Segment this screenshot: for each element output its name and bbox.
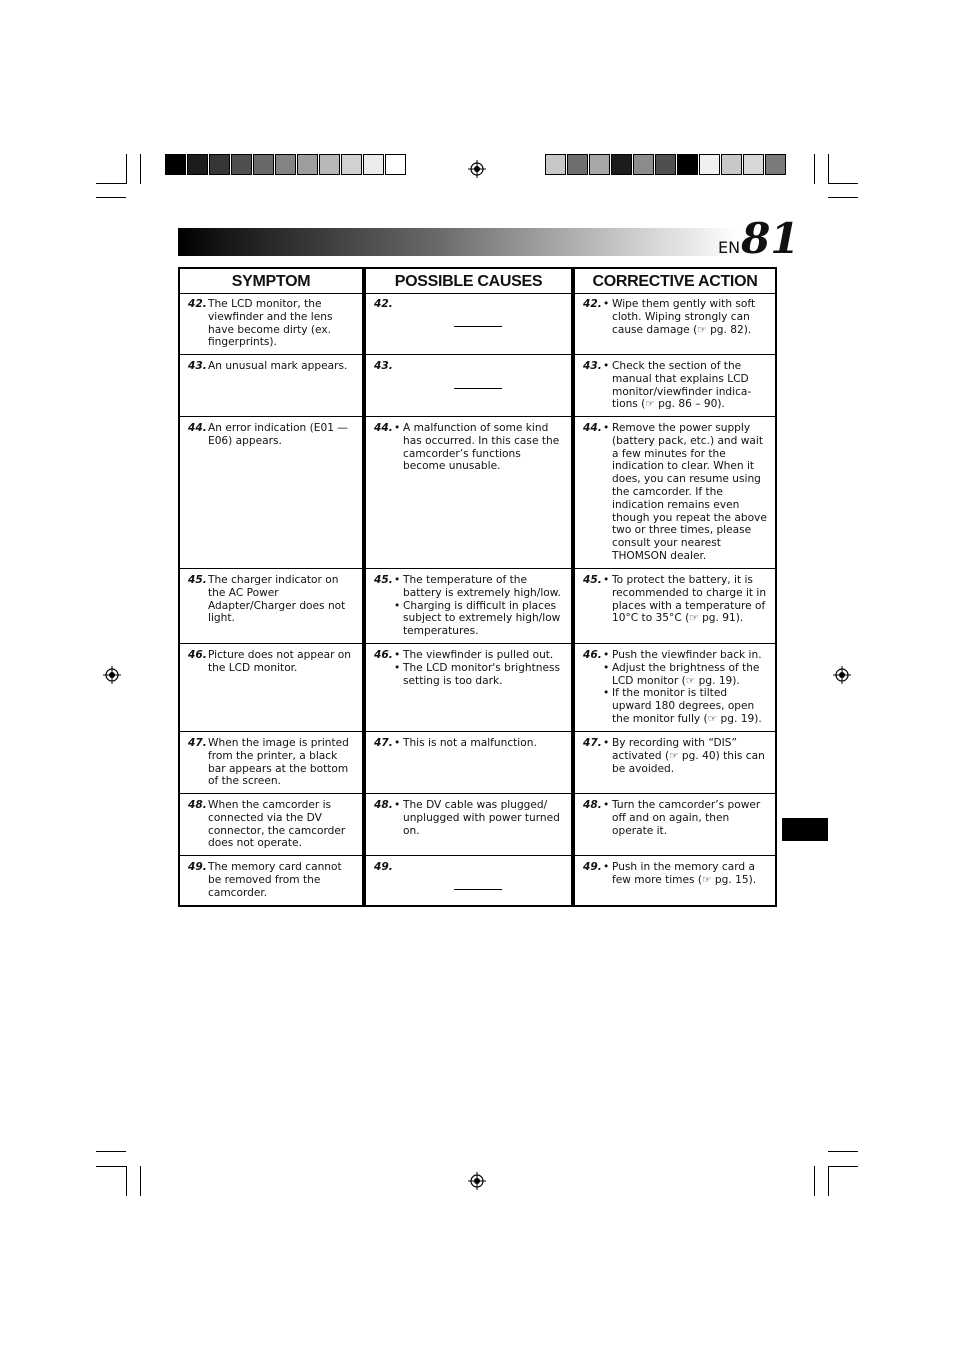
cause-item [374, 649, 565, 687]
table-row [366, 732, 571, 794]
action-list [603, 799, 769, 837]
bullet-icon: • [394, 649, 401, 661]
item-number: 46. [188, 649, 207, 661]
action-list [603, 574, 769, 625]
bullet-item [603, 662, 769, 688]
color-swatch [341, 154, 362, 175]
bullet-text: A malfunction of some kind has occurred. In this case the camcorder’s functions become unusable. [403, 422, 560, 473]
item-number: 45. [188, 574, 207, 586]
item-number: 49. [188, 861, 207, 873]
symptom-column [180, 269, 362, 905]
bullet-icon: • [603, 649, 610, 661]
bullet-icon: • [603, 687, 610, 700]
symptom-item [188, 799, 356, 850]
bullet-icon: • [603, 298, 610, 310]
bullet-text: The DV cable was plugged/ unplugged with power turned on. [403, 799, 560, 837]
table-row [366, 355, 571, 417]
table-cell [188, 799, 356, 850]
color-swatch [275, 154, 296, 175]
symptom-text: When the camcorder is connected via the DV connector, the camcorder does not operate. [208, 799, 346, 850]
symptom-text: The LCD monitor, the viewfinder and the lens have become dirty (ex. fingerprints). [208, 298, 333, 349]
table-cell [583, 649, 769, 726]
item-number: 47. [583, 737, 602, 749]
color-swatch [363, 154, 384, 175]
bullet-icon: • [603, 661, 610, 674]
color-swatch [589, 154, 610, 175]
bullet-item [394, 574, 565, 600]
color-swatch [765, 154, 786, 175]
symptom-item [188, 422, 356, 448]
item-number: 42. [188, 298, 207, 310]
symptom-text: The memory card cannot be removed from the camcorder. [208, 861, 342, 899]
table-row [180, 293, 362, 355]
action-list [603, 649, 769, 726]
table-cell [188, 861, 356, 899]
table-cell [583, 422, 769, 563]
bullet-icon: • [603, 861, 610, 873]
item-number: 46. [374, 649, 393, 661]
section-tab [782, 818, 828, 841]
troubleshooting-table [178, 267, 777, 907]
bullet-item [603, 574, 769, 625]
color-swatch [743, 154, 764, 175]
page-prefix: EN [718, 238, 741, 257]
color-swatch [633, 154, 654, 175]
table-cell [188, 737, 356, 788]
table-cell [374, 649, 565, 687]
bullet-item [394, 422, 565, 473]
cause-item [374, 298, 565, 311]
cause-list [394, 861, 565, 874]
symptom-text: An unusual mark appears. [208, 360, 348, 372]
bullet-item [603, 649, 769, 662]
page-number [718, 214, 800, 263]
item-number: 48. [583, 799, 602, 811]
table-row [575, 355, 775, 417]
bullet-icon: • [394, 599, 401, 612]
color-swatch [385, 154, 406, 175]
bullet-icon: • [394, 737, 401, 749]
action-item [583, 799, 769, 837]
color-swatch [253, 154, 274, 175]
item-number: 47. [374, 737, 393, 749]
item-number: 44. [374, 422, 393, 434]
table-cell [583, 861, 769, 887]
cause-item [374, 861, 565, 874]
bullet-icon: • [394, 661, 401, 674]
item-number: 48. [188, 799, 207, 811]
color-swatch [611, 154, 632, 175]
cause-item [374, 799, 565, 837]
action-item [583, 649, 769, 726]
symptom-item [188, 737, 356, 788]
bullet-text: To protect the battery, it is recommended to charge it in places with a temperature of 10°C to 35°C (☞ pg. 91). [612, 574, 767, 625]
bullet-text: Push the viewfinder back in. [612, 649, 762, 661]
bullet-text: Charging is difficult in places subject to extremely high/low temperatures. [403, 599, 561, 638]
item-number: 44. [188, 422, 207, 434]
action-list [603, 737, 769, 775]
action-list [603, 360, 769, 411]
table-cell [188, 649, 356, 675]
color-swatch [655, 154, 676, 175]
action-item [583, 360, 769, 411]
table-cell [374, 360, 565, 373]
cause-list [394, 799, 565, 837]
color-swatch [677, 154, 698, 175]
action-item [583, 422, 769, 563]
table-row [366, 417, 571, 569]
action-list [603, 861, 769, 887]
table-row [575, 794, 775, 856]
bullet-text: The LCD monitor's brightness setting is too dark. [403, 661, 561, 687]
action-item [583, 298, 769, 336]
item-number: 44. [583, 422, 602, 434]
color-swatch [699, 154, 720, 175]
item-number: 45. [374, 574, 393, 586]
symptom-item [188, 861, 356, 899]
table-row [180, 794, 362, 856]
item-number: 48. [374, 799, 393, 811]
item-number: 43. [374, 360, 393, 372]
symptom-header: SYMPTOM [180, 269, 362, 294]
table-cell [583, 737, 769, 775]
item-number: 42. [374, 298, 393, 310]
cause-list [394, 360, 565, 373]
cause-list [394, 649, 565, 687]
item-number: 43. [188, 360, 207, 372]
action-item [583, 861, 769, 887]
bullet-icon: • [603, 422, 610, 434]
bullet-item [394, 737, 565, 750]
table-cell [583, 360, 769, 411]
bullet-item [394, 799, 565, 837]
bullet-text: The viewfinder is pulled out. [403, 649, 554, 661]
table-row [180, 569, 362, 644]
bullet-text: Check the section of the manual that explains LCD monitor/viewfinder indica-tions (☞ pg. 86 – 90). [612, 360, 752, 411]
cause-list [394, 298, 565, 311]
bullet-icon: • [603, 737, 610, 749]
table-cell [188, 574, 356, 625]
registration-mark-icon [833, 666, 851, 684]
bullet-item [603, 360, 769, 411]
bullet-icon: • [603, 799, 610, 811]
no-cause-dash [454, 388, 502, 389]
table-row [180, 856, 362, 905]
symptom-text: An error indication (E01 — E06) appears. [208, 422, 348, 447]
bullet-item [603, 298, 769, 336]
bullet-text: Turn the camcorder’s power off and on again, then operate it. [612, 799, 761, 837]
table-cell [374, 574, 565, 638]
bullet-text: Adjust the brightness of the LCD monitor (☞ pg. 19). [612, 661, 760, 687]
item-number: 49. [374, 861, 393, 873]
registration-mark-icon [468, 1172, 486, 1190]
cause-item [374, 360, 565, 373]
table-cell [188, 298, 356, 349]
color-swatch [187, 154, 208, 175]
bullet-item [603, 422, 769, 563]
table-row [180, 644, 362, 732]
table-row [180, 417, 362, 569]
bullet-icon: • [603, 360, 610, 372]
action-list [603, 422, 769, 563]
table-cell [374, 298, 565, 311]
page-number-value: 81 [741, 214, 800, 263]
table-row [366, 293, 571, 355]
cause-list [394, 422, 565, 473]
no-cause-dash [454, 326, 502, 327]
color-swatch [297, 154, 318, 175]
table-cell [188, 422, 356, 448]
bullet-text: Wipe them gently with soft cloth. Wiping strongly can cause damage (☞ pg. 82). [612, 298, 756, 336]
cause-item [374, 574, 565, 638]
table-cell [583, 298, 769, 336]
no-cause-dash [454, 889, 502, 890]
bullet-item [394, 662, 565, 688]
bullet-text: Push in the memory card a few more times (☞ pg. 15). [612, 861, 757, 886]
action-column [575, 269, 775, 905]
table-cell [583, 574, 769, 625]
cause-list [394, 737, 565, 750]
bullet-icon: • [394, 799, 401, 811]
table-row [180, 732, 362, 794]
bullet-icon: • [603, 574, 610, 586]
bullet-item [394, 649, 565, 662]
item-number: 43. [583, 360, 602, 372]
header-gradient-bar [178, 228, 741, 257]
action-item [583, 574, 769, 625]
bullet-item [603, 861, 769, 887]
symptom-item [188, 298, 356, 349]
bullet-item [603, 799, 769, 837]
item-number: 47. [188, 737, 207, 749]
bullet-text: By recording with “DIS” activated (☞ pg. 40) this can be avoided. [612, 737, 765, 775]
table-row [575, 732, 775, 794]
bullet-text: The temperature of the battery is extremely high/low. [403, 574, 561, 599]
color-swatch [319, 154, 340, 175]
bullet-item [394, 600, 565, 638]
bullet-text: If the monitor is tilted upward 180 degrees, open the monitor fully (☞ pg. 19). [612, 687, 762, 725]
registration-mark-icon [103, 666, 121, 684]
table-row [575, 417, 775, 569]
cause-item [374, 422, 565, 473]
table-row [366, 644, 571, 732]
color-swatch [545, 154, 566, 175]
symptom-text: When the image is printed from the printer, a black bar appears at the bottom of the screen. [208, 737, 349, 788]
action-list [603, 298, 769, 336]
bullet-item [603, 687, 769, 725]
bullet-icon: • [394, 574, 401, 586]
cause-list [394, 574, 565, 638]
table-cell [374, 861, 565, 874]
table-row [366, 569, 571, 644]
color-swatch [231, 154, 252, 175]
causes-column [366, 269, 571, 905]
table-row [180, 355, 362, 417]
color-swatch [721, 154, 742, 175]
table-cell [188, 360, 356, 373]
item-number: 49. [583, 861, 602, 873]
table-row [575, 856, 775, 905]
table-row [366, 794, 571, 856]
cause-item [374, 737, 565, 750]
color-swatch [165, 154, 186, 175]
item-number: 42. [583, 298, 602, 310]
symptom-item [188, 574, 356, 625]
bullet-icon: • [394, 422, 401, 434]
table-row [575, 293, 775, 355]
bullet-text: This is not a malfunction. [403, 737, 537, 749]
symptom-item [188, 649, 356, 675]
table-row [575, 644, 775, 732]
color-swatch [567, 154, 588, 175]
table-cell [374, 737, 565, 750]
color-swatch [209, 154, 230, 175]
bullet-item [603, 737, 769, 775]
causes-header: POSSIBLE CAUSES [366, 269, 571, 294]
registration-mark-icon [468, 160, 486, 178]
table-cell [583, 799, 769, 837]
item-number: 46. [583, 649, 602, 661]
symptom-text: Picture does not appear on the LCD monitor. [208, 649, 351, 674]
table-row [366, 856, 571, 905]
table-cell [374, 422, 565, 473]
symptom-text: The charger indicator on the AC Power Adapter/Charger does not light. [208, 574, 346, 625]
table-row [575, 569, 775, 644]
item-number: 45. [583, 574, 602, 586]
bullet-text: Remove the power supply (battery pack, etc.) and wait a few minutes for the indication to clear. When it does, you can resume using the camcorder. If the indication remains even though you repeat the above two or three times, please consult your nearest THOMSON dealer. [612, 422, 767, 562]
symptom-item [188, 360, 356, 373]
table-cell [374, 799, 565, 837]
action-item [583, 737, 769, 775]
action-header: CORRECTIVE ACTION [575, 269, 775, 294]
